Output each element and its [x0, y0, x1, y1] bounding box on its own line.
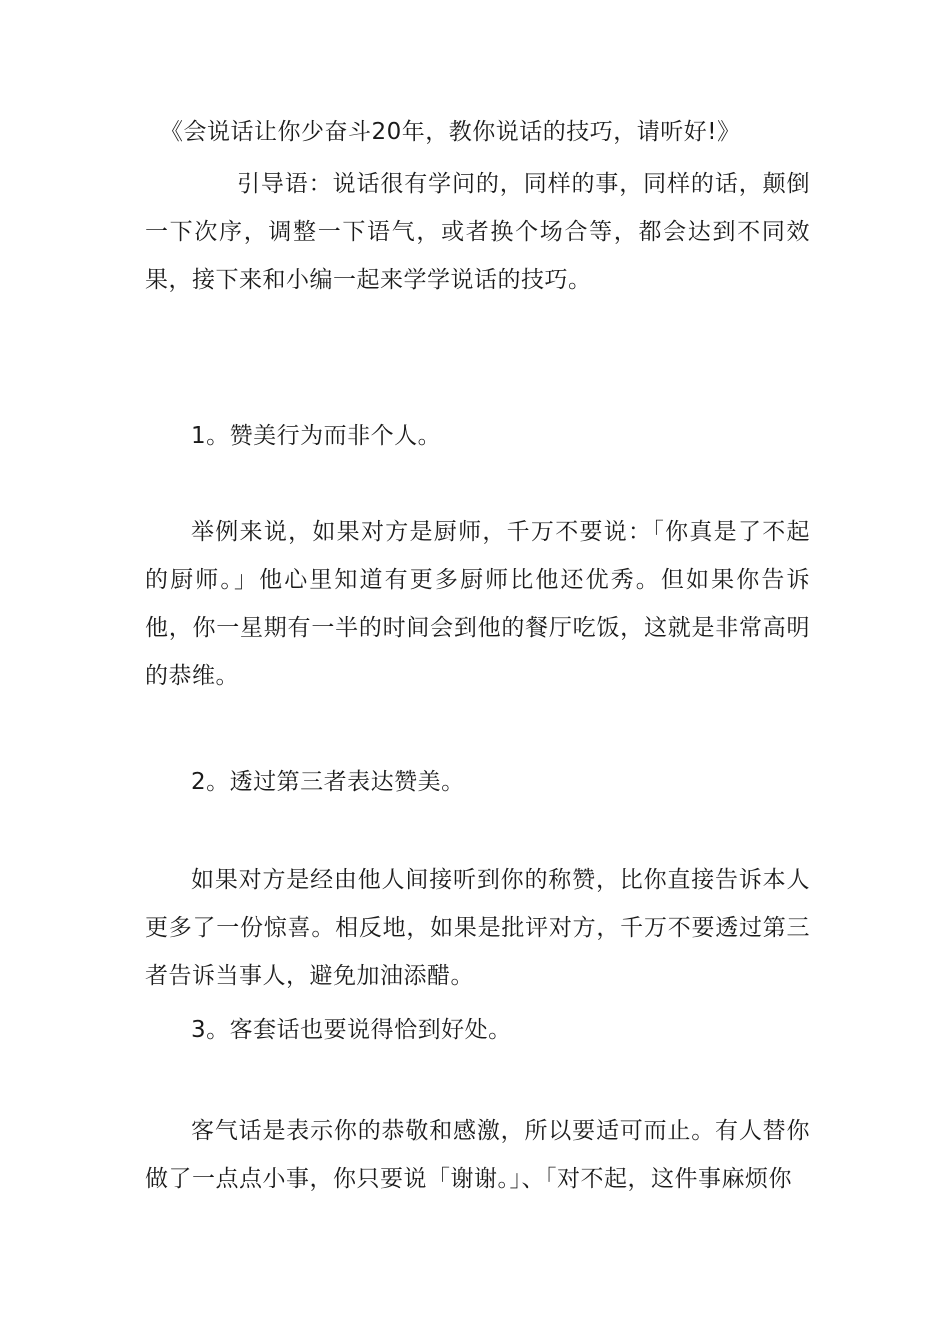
document-title: 《会说话让你少奋斗20年，教你说话的技巧，请听好!》	[160, 119, 741, 145]
intro-paragraph: 引导语：说话很有学问的，同样的事，同样的话，颠倒一下次序，调整一下语气，或者换个场合等，都会达到不同效果，接下来和小编一起来学学说话的技巧。	[145, 171, 810, 293]
section-2-heading: 2。透过第三者表达赞美。	[191, 769, 465, 795]
section-1-heading: 1。赞美行为而非个人。	[191, 423, 442, 449]
section-1-body: 举例来说，如果对方是厨师，千万不要说：「你真是了不起的厨师。」他心里知道有更多厨师比他还优秀。但如果你告诉他，你一星期有一半的时间会到他的餐厅吃饭，这就是非常高明的恭维。	[145, 519, 810, 689]
section-3-body: 客气话是表示你的恭敬和感激，所以要适可而止。有人替你做了一点点小事，你只要说「谢谢。」、「对不起，这件事麻烦你	[145, 1118, 810, 1192]
section-3-heading: 3。客套话也要说得恰到好处。	[191, 1017, 512, 1043]
section-2-body: 如果对方是经由他人间接听到你的称赞，比你直接告诉本人更多了一份惊喜。相反地，如果是批评对方，千万不要透过第三者告诉当事人，避免加油添醋。	[145, 867, 810, 989]
